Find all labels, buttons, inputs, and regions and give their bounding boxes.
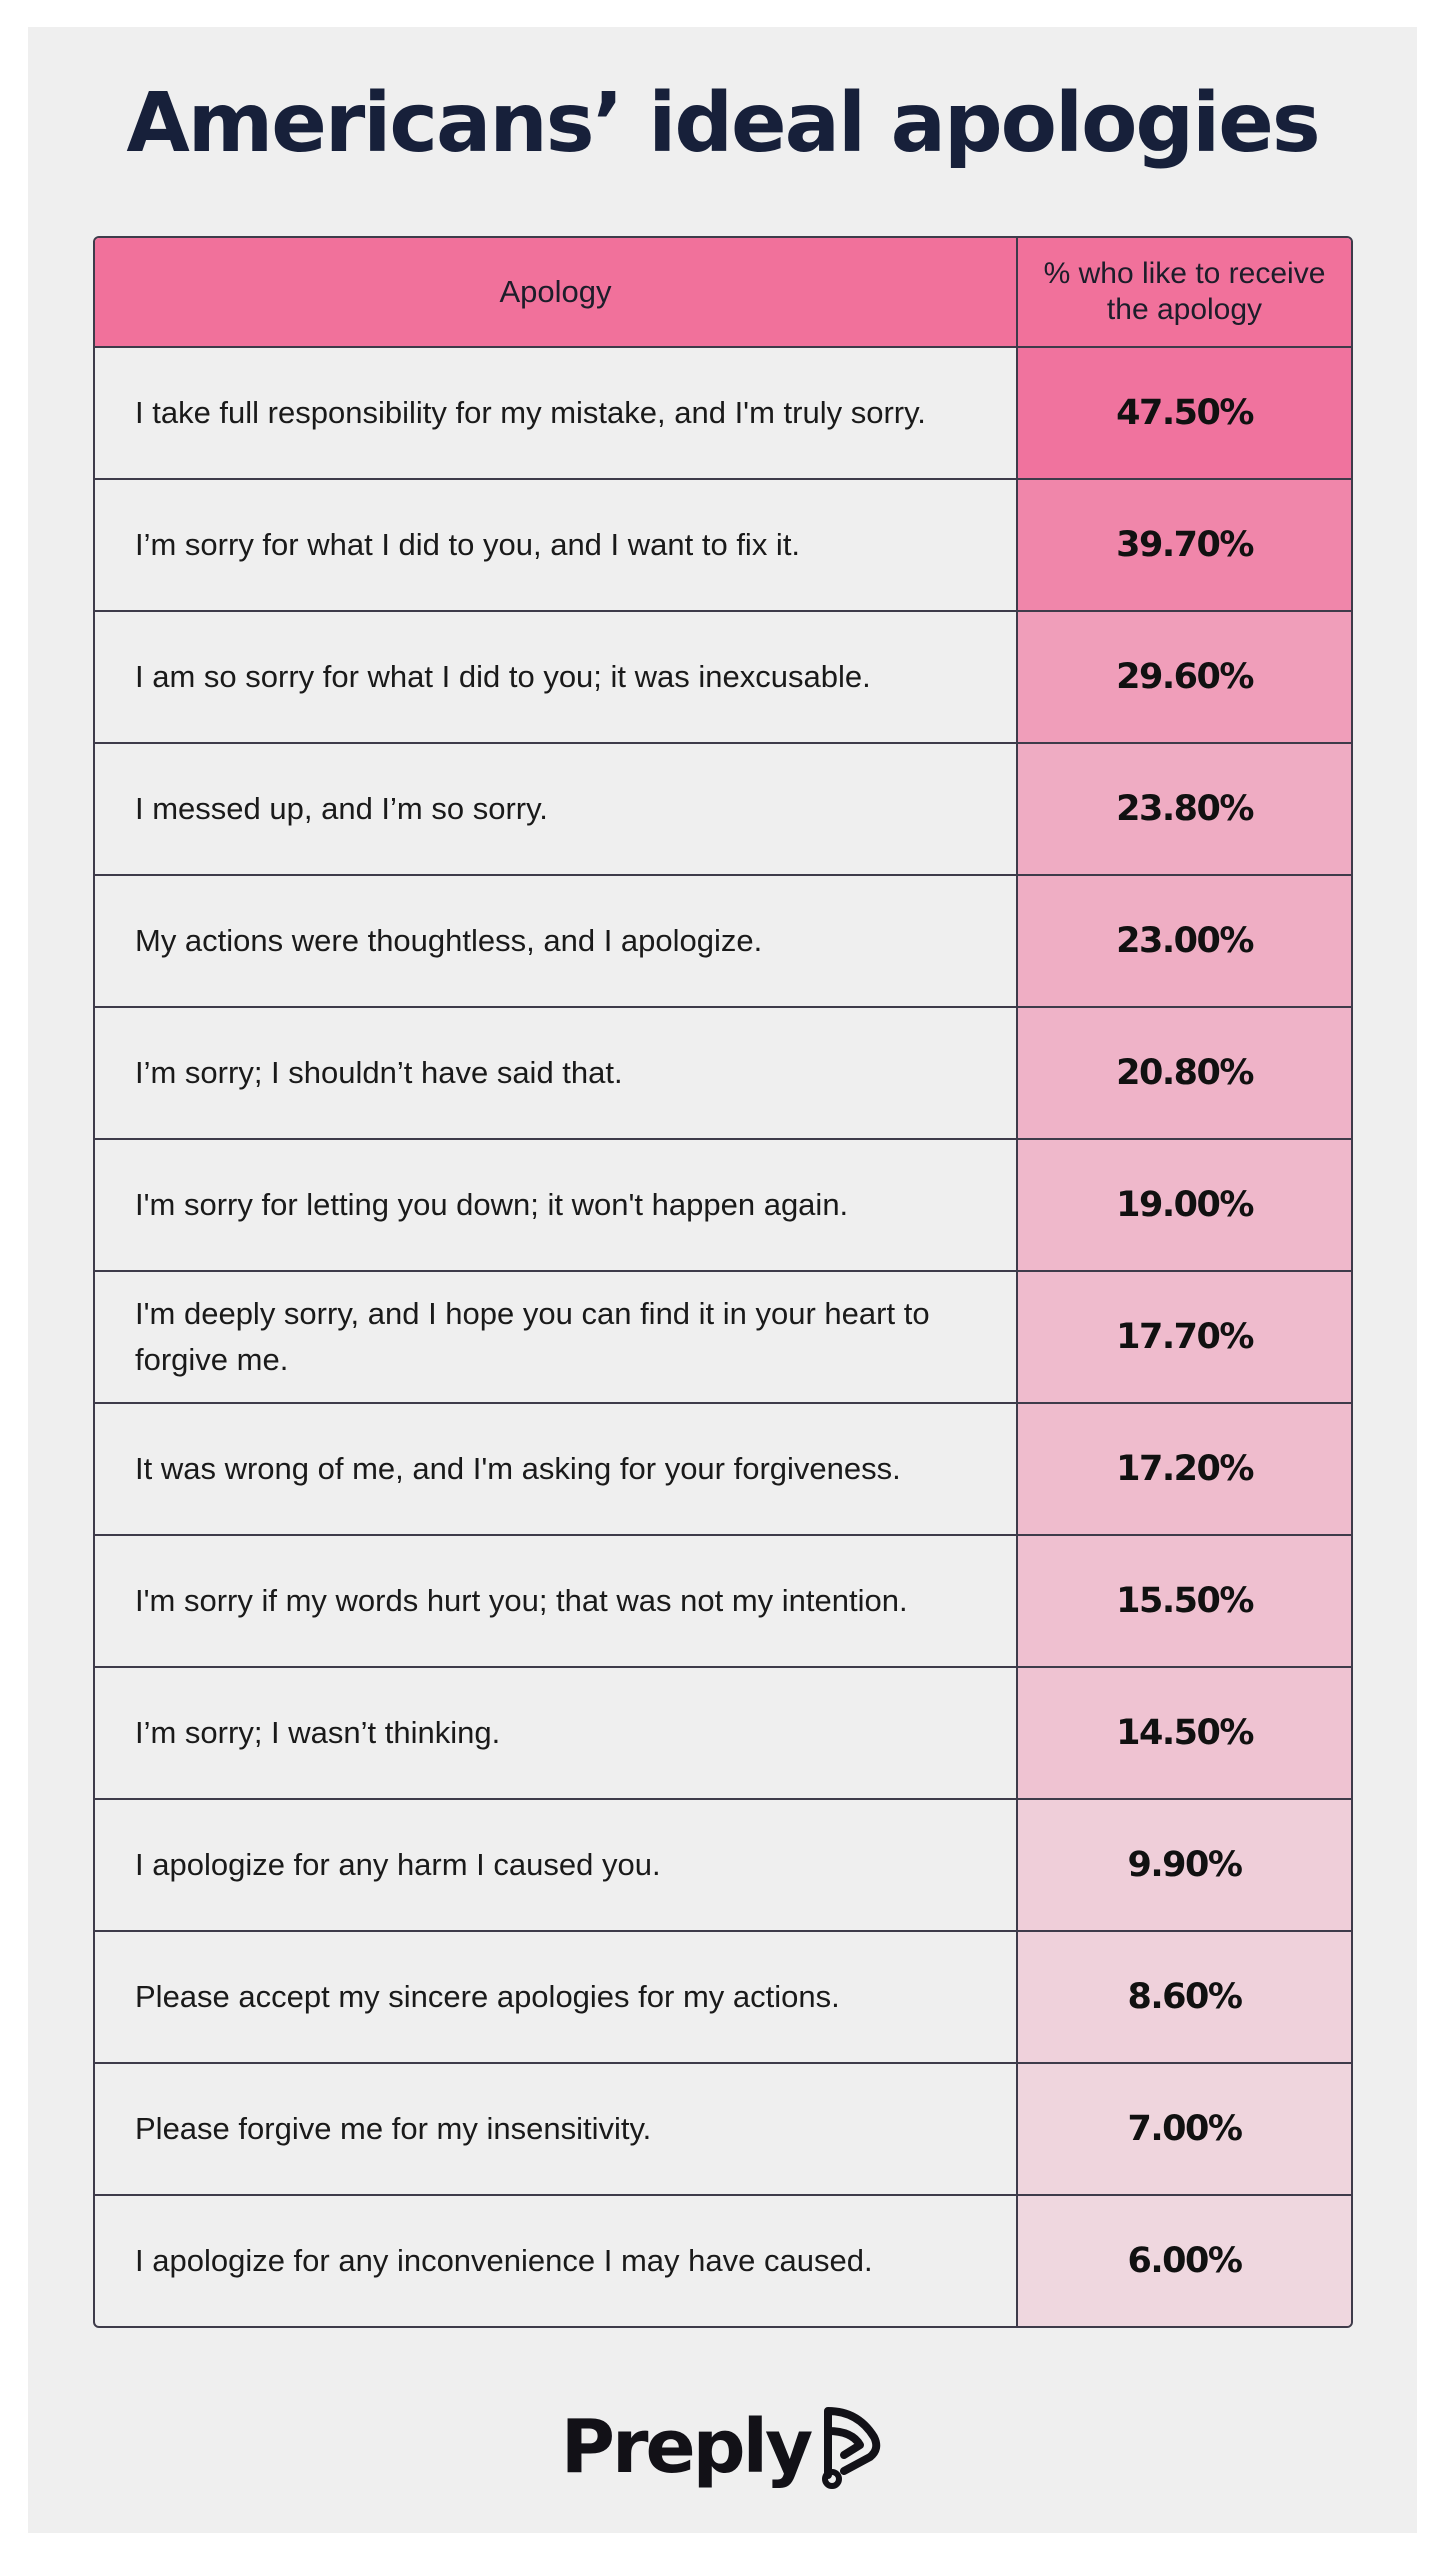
apology-text: Please forgive me for my insensitivity. bbox=[95, 2064, 1018, 2194]
table-row bbox=[95, 2062, 1351, 2194]
apology-text: I messed up, and I’m so sorry. bbox=[95, 744, 1018, 874]
table-row bbox=[95, 2194, 1351, 2326]
table-row bbox=[95, 478, 1351, 610]
percent-value: 6.00% bbox=[1018, 2196, 1351, 2326]
percent-value: 23.00% bbox=[1018, 876, 1351, 1006]
apology-text: I'm deeply sorry, and I hope you can find it in your heart to forgive me. bbox=[95, 1272, 1018, 1402]
apology-text: I'm sorry for letting you down; it won't happen again. bbox=[95, 1140, 1018, 1270]
table-row bbox=[95, 1402, 1351, 1534]
apology-text: It was wrong of me, and I'm asking for your forgiveness. bbox=[95, 1404, 1018, 1534]
table-row bbox=[95, 346, 1351, 478]
page-title: Americans’ ideal apologies bbox=[126, 76, 1319, 171]
table-row bbox=[95, 1798, 1351, 1930]
percent-value: 14.50% bbox=[1018, 1668, 1351, 1798]
apologies-table bbox=[93, 236, 1353, 2328]
percent-value: 47.50% bbox=[1018, 348, 1351, 478]
apology-text: I take full responsibility for my mistake, and I'm truly sorry. bbox=[95, 348, 1018, 478]
percent-value: 20.80% bbox=[1018, 1008, 1351, 1138]
percent-value: 7.00% bbox=[1018, 2064, 1351, 2194]
apology-text: I apologize for any harm I caused you. bbox=[95, 1800, 1018, 1930]
percent-value: 17.70% bbox=[1018, 1272, 1351, 1402]
table-row bbox=[95, 1930, 1351, 2062]
apology-text: I’m sorry for what I did to you, and I want to fix it. bbox=[95, 480, 1018, 610]
table-row bbox=[95, 1006, 1351, 1138]
infographic-canvas bbox=[28, 27, 1417, 2533]
percent-value: 17.20% bbox=[1018, 1404, 1351, 1534]
percent-value: 19.00% bbox=[1018, 1140, 1351, 1270]
table-row bbox=[95, 874, 1351, 1006]
apology-text: I am so sorry for what I did to you; it was inexcusable. bbox=[95, 612, 1018, 742]
table-row bbox=[95, 1270, 1351, 1402]
header-apology: Apology bbox=[95, 238, 1018, 346]
brand-logo bbox=[28, 2392, 1417, 2502]
percent-value: 23.80% bbox=[1018, 744, 1351, 874]
table-row bbox=[95, 1138, 1351, 1270]
apology-text: My actions were thoughtless, and I apologize. bbox=[95, 876, 1018, 1006]
percent-value: 8.60% bbox=[1018, 1932, 1351, 2062]
apology-text: I'm sorry if my words hurt you; that was not my intention. bbox=[95, 1536, 1018, 1666]
table-body bbox=[95, 346, 1351, 2326]
percent-value: 9.90% bbox=[1018, 1800, 1351, 1930]
apology-text: I’m sorry; I shouldn’t have said that. bbox=[95, 1008, 1018, 1138]
table-row bbox=[95, 742, 1351, 874]
table-header-row bbox=[95, 238, 1351, 346]
apology-text: Please accept my sincere apologies for my actions. bbox=[95, 1932, 1018, 2062]
header-percent: % who like to receive the apology bbox=[1043, 257, 1326, 326]
table-row bbox=[95, 1534, 1351, 1666]
percent-value: 39.70% bbox=[1018, 480, 1351, 610]
table-row bbox=[95, 610, 1351, 742]
table-row bbox=[95, 1666, 1351, 1798]
percent-value: 15.50% bbox=[1018, 1536, 1351, 1666]
apology-text: I apologize for any inconvenience I may have caused. bbox=[95, 2196, 1018, 2326]
percent-value: 29.60% bbox=[1018, 612, 1351, 742]
brand-wordmark: Preply bbox=[560, 2404, 811, 2490]
preply-mark-icon bbox=[818, 2405, 884, 2489]
apology-text: I’m sorry; I wasn’t thinking. bbox=[95, 1668, 1018, 1798]
